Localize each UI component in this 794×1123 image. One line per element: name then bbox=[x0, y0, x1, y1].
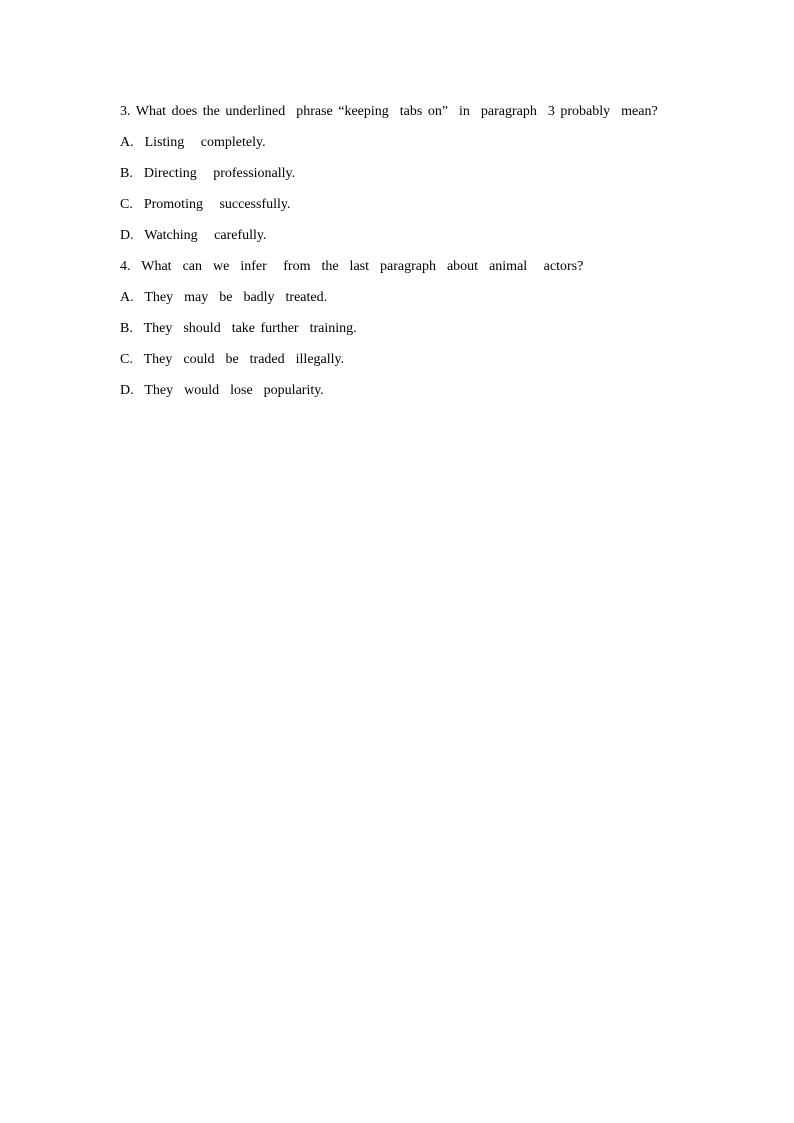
question-stem: 4. What can we infer from the last paragraph about animal actors? bbox=[120, 259, 584, 274]
question-block bbox=[120, 102, 700, 412]
option-b: B. They should take further training. bbox=[120, 321, 357, 336]
option-d: D. They would lose popularity. bbox=[120, 383, 324, 398]
option-c: C. They could be traded illegally. bbox=[120, 352, 345, 367]
option-a: A. Listing completely. bbox=[120, 135, 266, 150]
option-c: C. Promoting successfully. bbox=[120, 197, 291, 212]
option-a: A. They may be badly treated. bbox=[120, 290, 328, 305]
question-stem: 3. What does the underlined phrase “keeping tabs on” in paragraph 3 probably mean? bbox=[120, 104, 658, 119]
question-4 bbox=[120, 257, 700, 401]
option-d: D. Watching carefully. bbox=[120, 228, 267, 243]
option-b: B. Directing professionally. bbox=[120, 166, 296, 181]
question-3 bbox=[120, 102, 700, 246]
